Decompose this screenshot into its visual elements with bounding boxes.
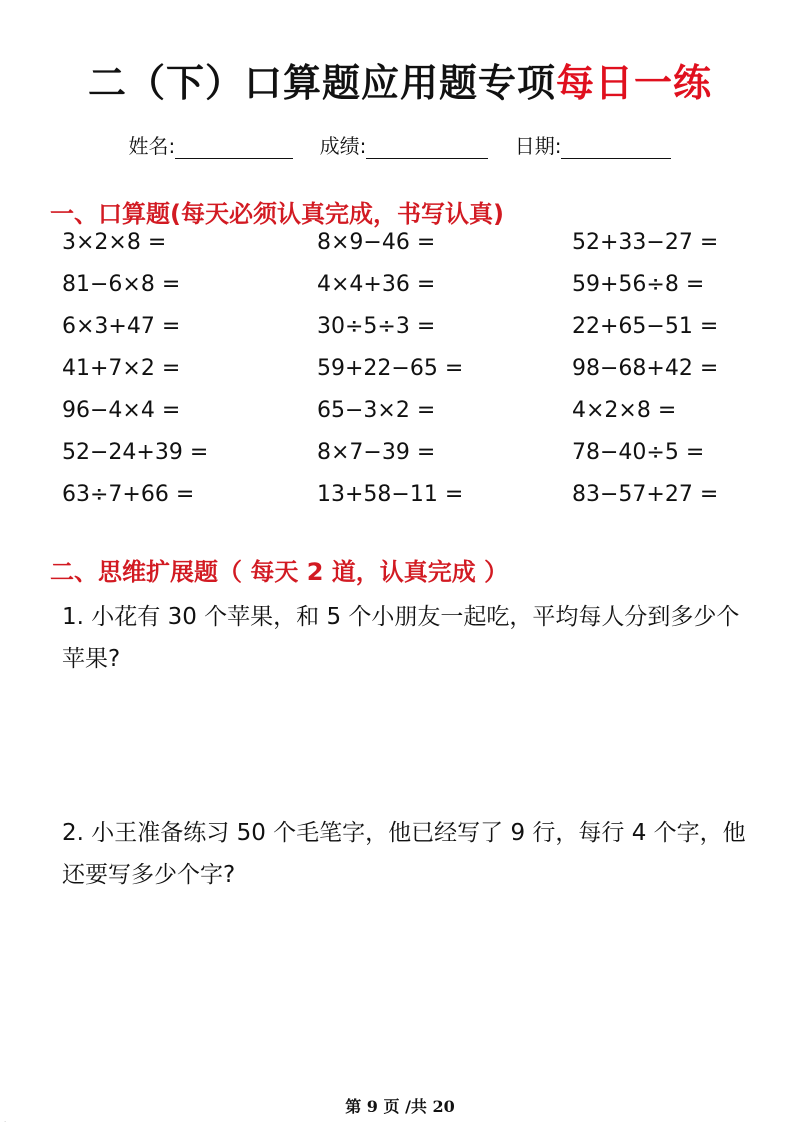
problem-item: 98−68+42 =: [572, 356, 719, 381]
page-footer: 第 9 页 /共 20: [345, 1097, 455, 1116]
problem-item: 81−6×8 =: [62, 272, 181, 297]
problem-item: 8×9−46 =: [317, 230, 436, 255]
title-highlight: 每日一练: [556, 61, 713, 105]
problem-item: 96−4×4 =: [62, 398, 181, 423]
problem-item: 13+58−11 =: [317, 482, 464, 507]
section1-title: 一、口算题(每天必须认真完成，书写认真): [50, 200, 504, 228]
problem-item: 63÷7+66 =: [62, 482, 195, 507]
problem-item: 8×7−39 =: [317, 440, 436, 465]
date-field: [515, 130, 672, 159]
name-label: 姓名:: [128, 134, 176, 158]
page-title: [0, 52, 800, 107]
section2-title: 二、思维扩展题（ 每天 2 道，认真完成 ）: [50, 558, 509, 586]
problem-item: 3×2×8 =: [62, 230, 167, 255]
title-main: 二（下）口算题应用题专项: [87, 61, 556, 105]
problem-item: 4×2×8 =: [572, 398, 677, 423]
problem-item: 22+65−51 =: [572, 314, 719, 339]
score-field: [320, 130, 489, 159]
problem-item: 4×4+36 =: [317, 272, 436, 297]
name-blank: [175, 138, 293, 159]
problem-item: 65−3×2 =: [317, 398, 436, 423]
problem-grid: [62, 222, 762, 516]
watermark: ·: [4, 1118, 7, 1126]
problem-item: 52+33−27 =: [572, 230, 719, 255]
problem-item: 52−24+39 =: [62, 440, 209, 465]
date-label: 日期:: [514, 134, 562, 158]
info-row: [0, 130, 800, 159]
question-1: 1. 小花有 30 个苹果，和 5 个小朋友一起吃，平均每人分到多少个苹果?: [62, 604, 740, 672]
problem-item: 41+7×2 =: [62, 356, 181, 381]
name-field: [129, 130, 294, 159]
problem-item: 78−40÷5 =: [572, 440, 705, 465]
question-2: 2. 小王准备练习 50 个毛笔字，他已经写了 9 行，每行 4 个字，他还要写多少个字?: [62, 820, 746, 888]
problem-item: 59+56÷8 =: [572, 272, 705, 297]
score-blank: [366, 138, 488, 159]
problem-item: 30÷5÷3 =: [317, 314, 436, 339]
problem-item: 6×3+47 =: [62, 314, 181, 339]
problem-item: 83−57+27 =: [572, 482, 719, 507]
date-blank: [561, 138, 671, 159]
score-label: 成绩:: [319, 134, 367, 158]
problem-item: 59+22−65 =: [317, 356, 464, 381]
